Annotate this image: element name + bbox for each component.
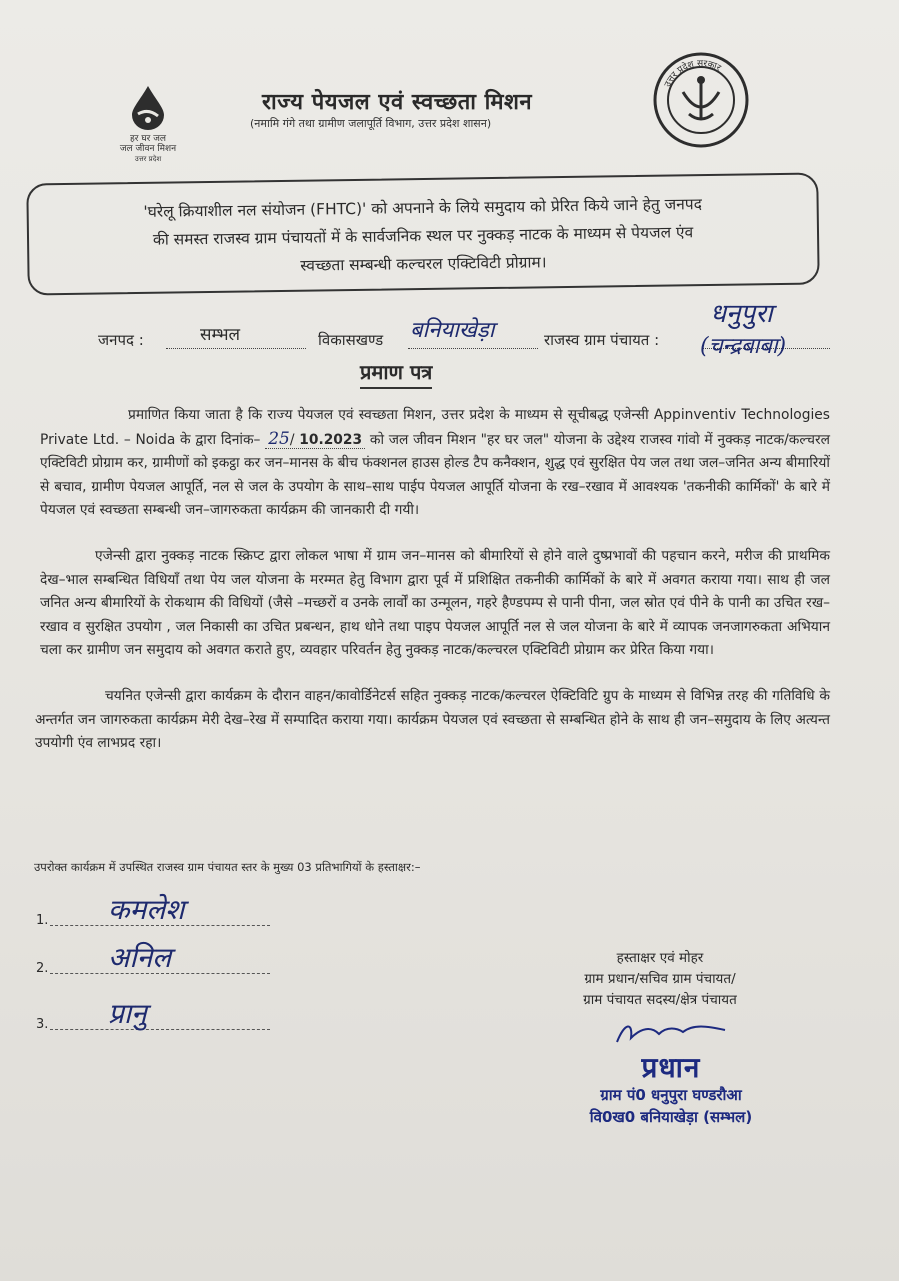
mission-subtitle: (नमामि गंगे तथा ग्रामीण जलापूर्ति विभाग, उत्तर प्रदेश शासन) xyxy=(250,117,492,130)
banner-line-3: स्वच्छता सम्बन्धी कल्चरल एक्टिविटी प्रोग्राम। xyxy=(300,253,547,275)
stamp-line-1: ग्राम पं0 धनुपुरा घण्डरौआ xyxy=(600,1086,742,1104)
logo-text-3: उत्तर प्रदेश xyxy=(134,155,162,163)
paragraph-1-part-b: को जल जीवन मिशन "हर घर जल" योजना के उद्देश्य राजस्व गांवो में नुक्कड़ नाटक/कल्चरल एक्टिविटी प्रोग्राम कर, ग्रामीणों को इकट्ठा कर जन–मानस के बीच फंक्शनल हाउस होल्ड टैप कनैक्शन, शुद्ध एवं सुरक्षित पेय जल तथा जल–जनित अन्य बीमारियों से बचाव, ग्रामीण पेयजल आपूर्ति, नल से जल के उपयोग के साथ–साथ पाईप पेयजल आपूर्ति योजना के रख–रखाव में आवश्यक 'तकनीकी कार्मिकों' के बारे में पेयजल एवं स्वच्छता सम्बन्धी जन–जागरुकता कार्यक्रम की जानकारी दी गयी। xyxy=(40,431,830,518)
signatory-line-1: हस्ताक्षर एवं मोहर xyxy=(616,950,704,966)
panchayat-value: धनुपुरा xyxy=(710,299,773,329)
certificate-title: प्रमाण पत्र xyxy=(360,358,432,389)
participant-signature-3 xyxy=(36,997,276,1036)
banner-line-2: की समस्त राजस्व ग्राम पंचायतों में के सार्वजनिक स्थल पर नुक्कड़ नाटक के माध्यम से पेयजल एंव xyxy=(152,223,694,249)
date-day: 25 xyxy=(268,428,290,449)
panchayat-label: राजस्व ग्राम पंचायत : xyxy=(544,331,660,349)
stamp-line-2: वि0ख0 बनियाखेड़ा (सम्भल) xyxy=(589,1108,753,1126)
signatory-block xyxy=(530,948,790,1011)
participant-number: 2. xyxy=(36,961,49,976)
certificate-paragraph-1 xyxy=(40,404,830,523)
date-rest: 10.2023 xyxy=(299,431,363,448)
participant-signature-2 xyxy=(36,941,276,980)
water-drop-icon xyxy=(128,84,168,130)
signature-line xyxy=(50,1029,270,1030)
certificate-paragraph-2: एजेन्सी द्वारा नुक्कड़ नाटक स्क्रिप्ट द्वारा लोकल भाषा में ग्राम जन–मानस को बीमारियों से होने वाले दुष्प्रभावों की पहचान करने, मरीज की प्राथमिक देख–भाल सम्बन्धित विधियाँ तथा पेय जल योजना के मरम्मत हेतु विभाग द्वारा पूर्व में प्रशिक्षित तकनीकी कार्मिकों के बारे में अवगत कराया गया। साथ ही जल जनित अन्य बीमारियों के रोकथाम की विधियों (जैसे –मच्छरों व उनके लार्वों का उन्मूलन, गहरे हैण्डपम्प से पानी पीना, जल स्रोत एवं पीने के पानी का उचित रख–रखाव व सुरक्षित उपयोग , जल निकासी का उचित प्रबन्धन, हाथ धोने तथा पाइप पेयजल आपूर्ति नल से जल योजना के बारे में व्यापक जनजागरुकता अभियान चला कर ग्रामीण जन समुदाय को अवगत कराते हुए, व्यवहार परिवर्तन हेतु नुक्कड़ नाटक/कल्चरल एक्टिविटी प्रोग्राम कर प्रेरित किया गया। xyxy=(40,548,830,658)
signatory-line-3: ग्राम पंचायत सदस्य/क्षेत्र पंचायत xyxy=(583,992,737,1008)
participant-signature-1 xyxy=(36,893,276,932)
district-label: जनपद : xyxy=(98,331,144,349)
logo-text-1: हर घर जल xyxy=(130,134,166,144)
har-ghar-jal-logo xyxy=(108,84,188,164)
certificate-paragraph-3: चयनित एजेन्सी द्वारा कार्यक्रम के दौरान वाहन/कावोर्डिनेटर्स सहित नुक्कड़ नाटक/कल्चरल ऐक्टिविटि ग्रुप के माध्यम से विभिन्न तरह की गतिविधि के अन्तर्गत जन जागरुकता कार्यक्रम मेरी देख–रेख में सम्पादित कराया गया। कार्यक्रम पेयजल एवं स्वच्छता से सम्बन्धित होने के साथ ही जन–समुदाय के लिए अत्यन्त उपयोगी एंव लाभप्रद रहा। xyxy=(35,688,830,751)
panchayat-value-2: (चन्द्रबाबा) xyxy=(700,334,787,359)
program-date: 25/ 10.2023 xyxy=(265,432,365,449)
stamp-title: प्रधान xyxy=(641,1051,701,1084)
district-value: सम्भल xyxy=(200,325,241,345)
block-label: विकासखण्ड xyxy=(318,331,384,349)
signatory-line-2: ग्राम प्रधान/सचिव ग्राम पंचायत/ xyxy=(584,971,736,987)
up-government-seal-icon xyxy=(653,52,749,148)
program-banner xyxy=(26,172,819,295)
participant-signature: कमलेश xyxy=(108,893,185,926)
participant-number: 3. xyxy=(36,1017,49,1032)
participant-signature: प्रानु xyxy=(108,997,147,1030)
participant-number: 1. xyxy=(36,913,49,928)
participants-heading: उपरोक्त कार्यक्रम में उपस्थित राजस्व ग्राम पंचायत स्तर के मुख्य 03 प्रतिभागियों के हस्ताक्षर:– xyxy=(34,860,421,874)
participant-signature: अनिल xyxy=(108,941,172,974)
banner-line-1: 'घरेलू क्रियाशील नल संयोजन (FHTC)' को अपनाने के लिये समुदाय को प्रेरित किये जाने हेतु जनपद xyxy=(143,195,702,221)
pradhan-stamp xyxy=(556,1018,786,1128)
logo-text-2: जल जीवन मिशन xyxy=(119,144,177,154)
handwritten-signature-icon xyxy=(611,1018,731,1048)
paragraph-1-part-a: प्रमाणित किया जाता है कि राज्य पेयजल एवं स्वच्छता मिशन, उत्तर प्रदेश के माध्यम से सूचीबद्ध एजेन्सी Appinventiv Technologies Private Ltd. – Noida के द्वारा दिनांक– xyxy=(40,407,830,448)
seal-text: उत्तर प्रदेश सरकार xyxy=(662,58,723,89)
block-value: बनियाखेड़ा xyxy=(410,318,495,343)
mission-title: राज्य पेयजल एवं स्वच्छता मिशन xyxy=(262,90,533,115)
